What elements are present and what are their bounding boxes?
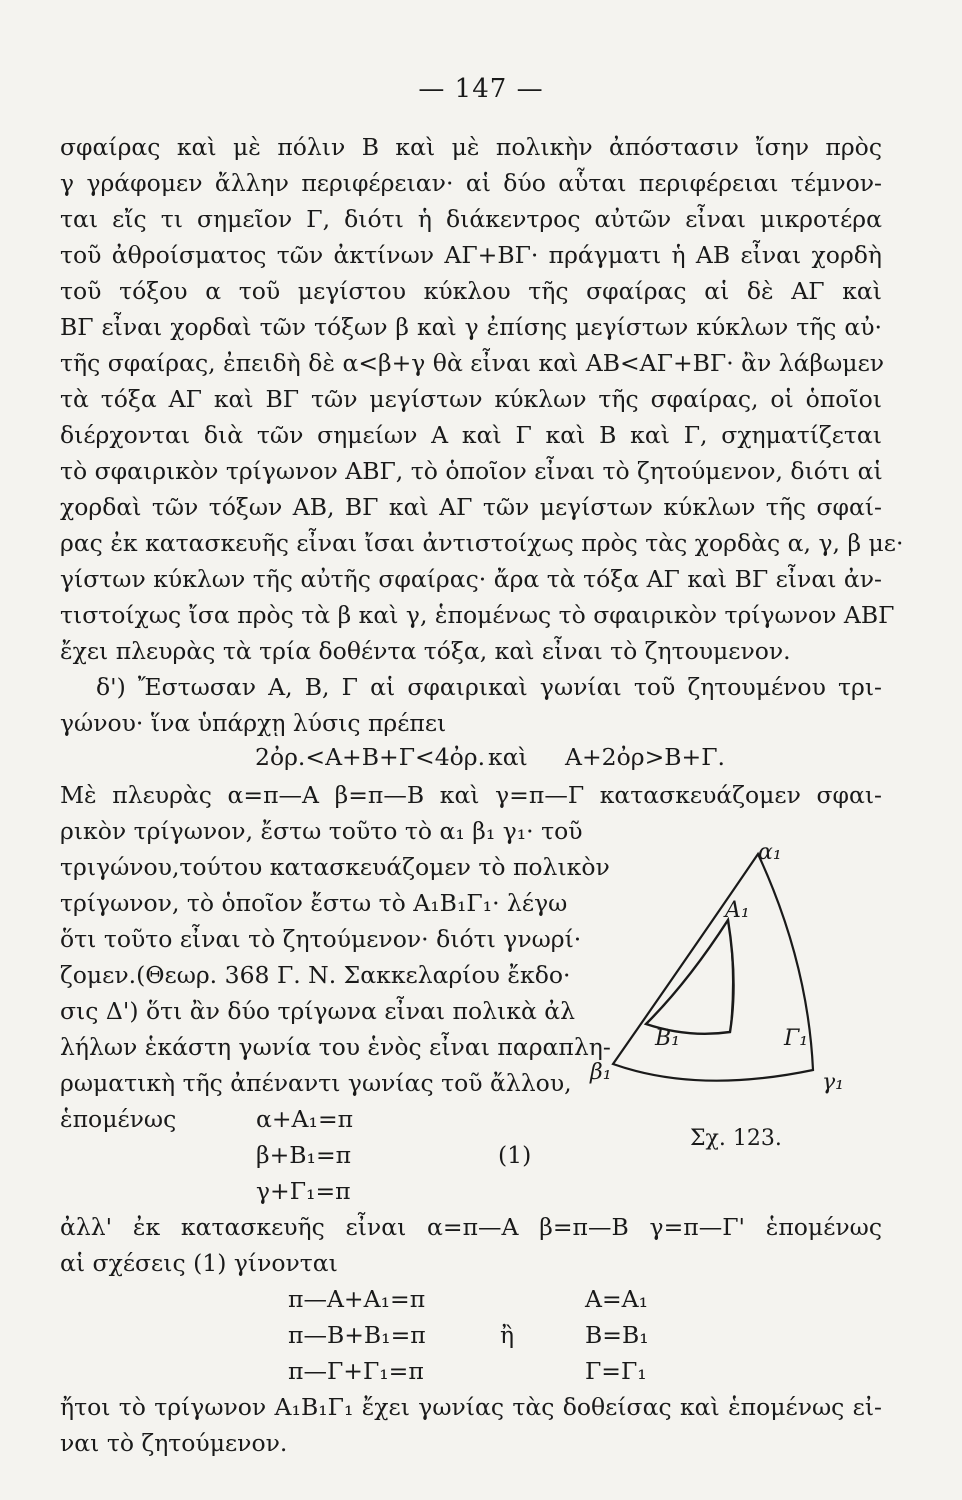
text-line: τῆς σφαίρας, ἐπειδὴ δὲ α<β+γ θὰ εἶναι καὶ ΑΒ<ΑΓ+ΒΓ· ἂν λάβωμεν xyxy=(60,349,885,377)
text-line: διέρχονται διὰ τῶν σημείων Α καὶ Γ καὶ Β καὶ Γ, σχηματίζεται xyxy=(60,421,882,449)
text-line: τιστοίχως ἴσα πρὸς τὰ β καὶ γ, ἑπομένως τὸ σφαιρικὸν τρίγωνον ΑΒΓ xyxy=(60,601,895,629)
label-A1: Α₁ xyxy=(725,898,750,923)
equation: Β=Β₁ xyxy=(585,1321,649,1349)
text-line: ὅτι τοῦτο εἶναι τὸ ζητούμενον· διότι γνωρί· xyxy=(60,925,582,953)
text-line: Μὲ πλευρὰς α=π—Α β=π—Β καὶ γ=π—Γ κατασκευάζομεν σφαι- xyxy=(60,781,882,809)
text-line: λήλων ἑκάστη γωνία του ἑνὸς εἶναι παραπλη- xyxy=(60,1033,611,1061)
text-line: τὰ τόξα ΑΓ καὶ ΒΓ τῶν μεγίστων κύκλων τῆς σφαίρας, οἱ ὁποῖοι xyxy=(60,385,882,413)
equation: α+Α₁=π xyxy=(256,1105,354,1133)
condition-right: Α+2ὀρ>Β+Γ. xyxy=(565,743,726,771)
text-line: τρίγωνον, τὸ ὁποῖον ἔστω τὸ Α₁Β₁Γ₁· λέγω xyxy=(60,889,568,917)
figure-caption: Σχ. 123. xyxy=(690,1126,782,1151)
text-line: ἑπομένως xyxy=(60,1105,177,1133)
equation: γ+Γ₁=π xyxy=(256,1177,351,1205)
equation: Α=Α₁ xyxy=(585,1285,649,1313)
inner-polar-triangle-edge xyxy=(728,920,733,1032)
text-line: γώνου· ἵνα ὑπάρχῃ λύσις πρέπει xyxy=(60,709,447,737)
text-line: ται εἴς τι σημεῖον Γ, διότι ἡ διάκεντρος αὐτῶν εἶναι μικροτέρα xyxy=(60,205,882,233)
text-line: ναι τὸ ζητούμενον. xyxy=(60,1429,288,1457)
text-line: ἤτοι τὸ τρίγωνον Α₁Β₁Γ₁ ἔχει γωνίας τὰς δοθείσας καὶ ἑπομένως εἰ- xyxy=(60,1393,882,1421)
inner-polar-triangle xyxy=(646,920,734,1034)
page-number: — 147 — xyxy=(418,74,544,104)
equation: Γ=Γ₁ xyxy=(585,1357,647,1385)
outer-spherical-triangle xyxy=(613,854,813,1081)
label-g1: γ₁ xyxy=(822,1070,844,1095)
equation: π—Γ+Γ₁=π xyxy=(288,1357,424,1385)
text-line: ρικὸν τρίγωνον, ἔστω τοῦτο τὸ α₁ β₁ γ₁· τοῦ xyxy=(60,817,583,845)
condition-and: καὶ xyxy=(488,743,528,771)
label-a1: α₁ xyxy=(758,840,782,865)
label-b1: β₁ xyxy=(590,1060,612,1085)
equation: β+Β₁=π xyxy=(256,1141,352,1169)
text-line: ζομεν.(Θεωρ. 368 Γ. Ν. Σακκελαρίου ἔκδο· xyxy=(60,961,571,989)
text-line: ΒΓ εἶναι χορδαὶ τῶν τόξων β καὶ γ ἐπίσης μεγίστων κύκλων τῆς αὐ· xyxy=(60,313,882,341)
text-line: αἱ σχέσεις (1) γίνονται xyxy=(60,1249,338,1277)
text-line: σφαίρας καὶ μὲ πόλιν Β καὶ μὲ πολικὴν ἀπόστασιν ἴσην πρὸς xyxy=(60,133,882,161)
text-line: τριγώνου,τούτου κατασκευάζομεν τὸ πολικὸν xyxy=(60,853,610,881)
text-line: γίστων κύκλων τῆς αὐτῆς σφαίρας· ἄρα τὰ τόξα ΑΓ καὶ ΒΓ εἶναι ἀν- xyxy=(60,565,882,593)
text-line: δ') Ἔστωσαν Α, Β, Γ αἱ σφαιρικαὶ γωνίαι τοῦ ζητουμένου τρι- xyxy=(96,673,882,701)
text-line: ρας ἐκ κατασκευῆς εἶναι ἴσαι ἀντιστοίχως πρὸς τὰς χορδὰς α, γ, β με· xyxy=(60,529,904,557)
equation: π—Β+Β₁=π xyxy=(288,1321,426,1349)
text-line: ρωματικὴ τῆς ἀπέναντι γωνίας τοῦ ἄλλου, xyxy=(60,1069,572,1097)
label-G1: Γ₁ xyxy=(784,1026,809,1051)
equation: π—Α+Α₁=π xyxy=(288,1285,426,1313)
label-B1: Β₁ xyxy=(655,1026,680,1051)
equation-label: (1) xyxy=(498,1141,532,1169)
text-line: ἔχει πλευρὰς τὰ τρία δοθέντα τόξα, καὶ εἶναι τὸ ζητουμενον. xyxy=(60,637,791,665)
condition-left: 2ὀρ.<Α+Β+Γ<4ὀρ. xyxy=(255,743,486,771)
equation-or: ἢ xyxy=(500,1321,515,1349)
text-line: τοῦ τόξου α τοῦ μεγίστου κύκλου τῆς σφαίρας αἱ δὲ ΑΓ καὶ xyxy=(60,277,882,305)
text-line: γ γράφομεν ἄλλην περιφέρειαν· αἱ δύο αὗται περιφέρειαι τέμνον- xyxy=(60,169,882,197)
text-line: ἀλλ' ἐκ κατασκευῆς εἶναι α=π—Α β=π—Β γ=π—Γ' ἑπομένως xyxy=(60,1213,882,1241)
text-line: σις Δ') ὅτι ἂν δύο τρίγωνα εἶναι πολικὰ ἀλ xyxy=(60,997,576,1025)
text-line: τὸ σφαιρικὸν τρίγωνον ΑΒΓ, τὸ ὁποῖον εἶναι τὸ ζητούμενον, διότι αἱ xyxy=(60,457,883,485)
text-line: τοῦ ἀθροίσματος τῶν ἀκτίνων ΑΓ+ΒΓ· πράγματι ἡ ΑΒ εἶναι χορδὴ xyxy=(60,241,882,269)
text-line: χορδαὶ τῶν τόξων ΑΒ, ΒΓ καὶ ΑΓ τῶν μεγίστων κύκλων τῆς σφαί- xyxy=(60,493,882,521)
